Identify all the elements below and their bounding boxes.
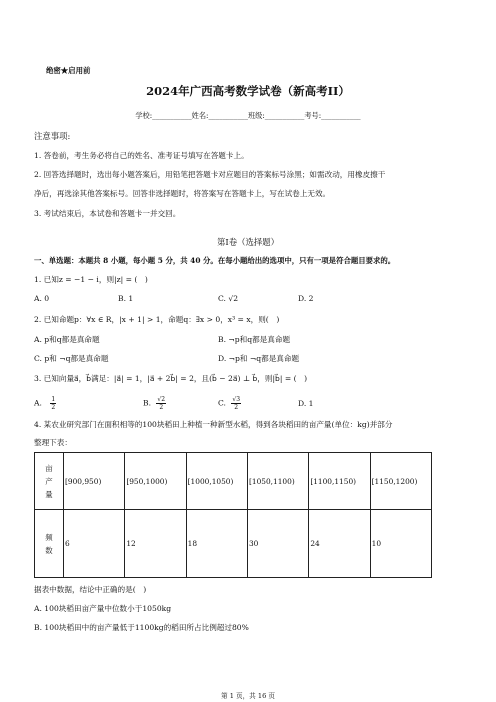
student-info-line: 学校:___________姓名:___________班级:___________考号:___________	[135, 111, 361, 120]
q4-option-a: A. 100块稻田亩产量中位数小于1050kg	[34, 604, 172, 613]
note-1: 1. 答卷前，考生务必将自己的姓名、准考证号填写在答题卡上。	[34, 151, 249, 160]
q3-stem: 3. 已知向量a⃗，b⃗满足：|a⃗| = 1，|a⃗ + 2b⃗| = 2，且(b⃗ − 2a⃗) ⊥ b⃗，则|b⃗| = ( )	[34, 374, 308, 383]
q4-option-b: B. 100块稻田中的亩产量低于1100kg的稻田所占比例超过80%	[34, 623, 249, 632]
count-cell: 18	[186, 510, 247, 578]
q3-option-b-fraction	[156, 396, 166, 411]
q1-option-d: D. 2	[298, 294, 314, 303]
notes-heading: 注意事项:	[34, 131, 71, 141]
interval-cell: [1050,1100)	[247, 453, 308, 510]
interval-cell: [950,1000)	[125, 453, 186, 510]
q3-option-a-fraction	[50, 396, 56, 411]
table-row-yield	[35, 453, 432, 510]
q3-c-numerator: √3	[232, 396, 241, 403]
interval-cell: [1000,1050)	[186, 453, 247, 510]
q2-option-b: B. ¬p和q都是真命题	[218, 335, 291, 344]
count-cell: 30	[247, 510, 308, 578]
exam-title: 2024年广西高考数学试卷（新高考II）	[146, 84, 350, 98]
q2-stem: 2. 已知命题p：∀x ∈ R，|x + 1| > 1，命题q：∃x > 0，x³ = x，则( )	[34, 315, 280, 324]
q4-stem-line-1: 4. 某农业研究部门在面积相等的100块稻田上种植一种新型水稻，得到各块稻田的亩产量(单位：kg)并部分	[34, 420, 393, 429]
q1-option-c: C. √2	[218, 294, 239, 303]
row-header-frequency-text: 频 数	[45, 532, 53, 555]
count-cell: 12	[125, 510, 186, 578]
q3-option-d: D. 1	[298, 399, 314, 408]
q1-option-b: B. 1	[118, 294, 134, 303]
q4-after-table: 据表中数据，结论中正确的是( )	[34, 585, 147, 594]
interval-cell: [1100,1150)	[309, 453, 370, 510]
q3-option-c-label: C.	[218, 398, 226, 408]
yield-frequency-table	[34, 452, 432, 578]
q3-option-a	[34, 396, 56, 411]
note-2-line-1: 2. 回答选择题时，选出每小题答案后，用铅笔把答题卡对应题目的答案标号涂黑；如需改动，用橡皮擦干	[34, 170, 386, 179]
confidential-mark: 绝密★启用前	[46, 66, 91, 75]
q2-option-c: C. p和 ¬q都是真命题	[34, 354, 109, 363]
page-footer: 第 1 页，共 16 页	[221, 692, 275, 700]
interval-cell: [1150,1200)	[370, 453, 431, 510]
table-row-frequency	[35, 510, 432, 578]
count-cell: 24	[309, 510, 370, 578]
note-3: 3. 考试结束后，本试卷和答题卡一并交回。	[34, 209, 181, 218]
note-2-line-2: 净后，再选涂其他答案标号。回答非选择题时，将答案写在答题卡上，写在试卷上无效。	[34, 189, 331, 198]
q2-option-a: A. p和q都是真命题	[34, 335, 100, 344]
q3-b-denominator: 2	[159, 404, 164, 411]
q3-option-c-fraction	[231, 396, 241, 411]
q1-option-a: A. 0	[34, 294, 50, 303]
q2-option-d: D. ¬p和 ¬q都是真命题	[218, 354, 300, 363]
q3-a-numerator: 1	[51, 396, 56, 403]
row-header-yield	[35, 453, 64, 510]
count-cell: 6	[64, 510, 125, 578]
q3-option-c	[218, 396, 241, 411]
q4-stem-line-2: 整理下表：	[34, 438, 72, 447]
row-header-frequency	[35, 510, 64, 578]
q3-option-b	[143, 396, 166, 411]
q3-option-a-label: A.	[34, 398, 42, 408]
section-intro: 一、单选题：本题共 8 小题，每小题 5 分，共 40 分。在每小题给出的选项中，只有一项是符合题目要求的。	[34, 256, 396, 265]
q3-a-denominator: 2	[51, 404, 56, 411]
row-header-yield-text: 亩 产 量	[45, 463, 53, 499]
q3-option-b-label: B.	[143, 398, 151, 408]
interval-cell: [900,950)	[64, 453, 125, 510]
section-heading: 第I卷（选择题）	[217, 237, 279, 247]
q3-b-numerator: √2	[157, 396, 166, 403]
count-cell: 10	[370, 510, 431, 578]
q3-c-denominator: 2	[234, 404, 239, 411]
q1-stem: 1. 已知z = −1 − i，则|z| = ( )	[34, 275, 148, 284]
